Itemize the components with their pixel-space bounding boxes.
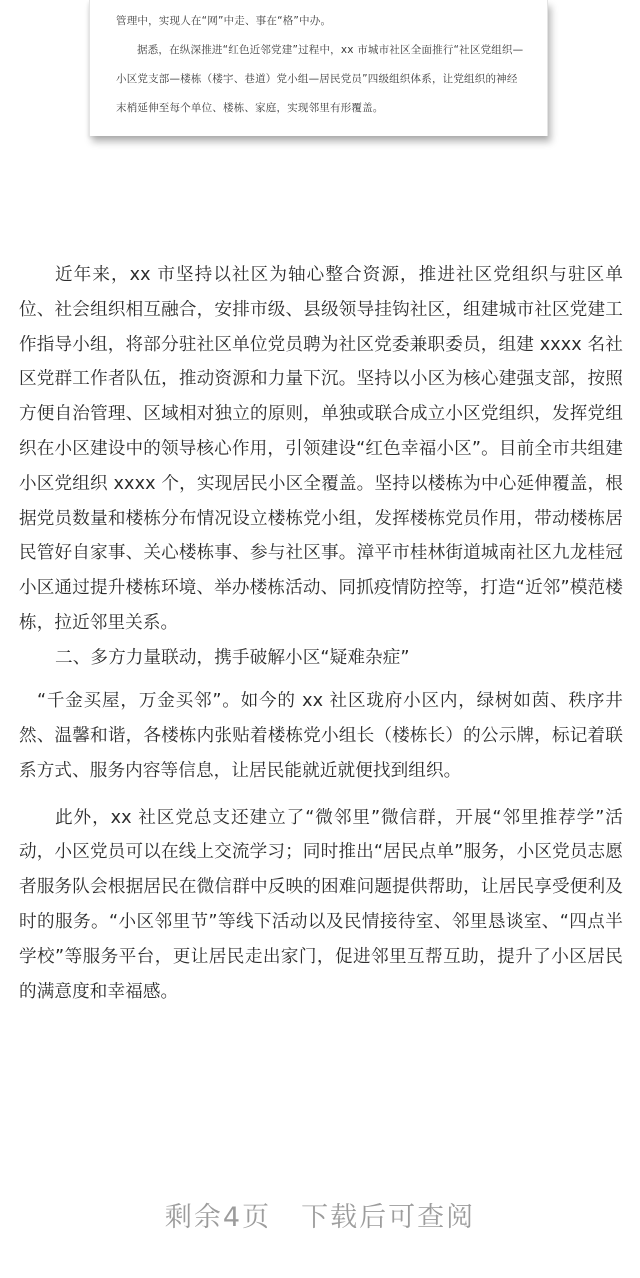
article-paragraph: 此外，xx 社区党总支还建立了“微邻里”微信群，开展“邻里推荐学”活动，小区党员可以在线上交流学习；同时推出“居民点单”服务，小区党员志愿者服务队会根据居民在微信群中反映的困难问题提供帮助，让居民享受便利及时的服务。“小区邻里节”等线下活动以及民情接待室、邻里恳谈室、“四点半学校”等服务平台，更让居民走出家门，促进邻里互帮互助，提升了小区居民的满意度和幸福感。 (19, 807, 623, 1002)
remaining-pages-banner[interactable] (0, 1195, 640, 1234)
article-paragraph: “千金买屋，万金买邻”。如今的 xx 社区珑府小区内，绿树如茵、秩序井然、温馨和谐，各楼栋内张贴着楼栋党小组长（楼栋长）的公示牌，标记着联系方式、服务内容等信息，让居民能就近就便找到组织。 (19, 691, 623, 781)
remaining-pages-label: 剩余4页 (164, 1202, 272, 1233)
document-preview-card (89, 0, 548, 136)
card-paragraph: 管理中，实现人在“网”中走、事在“格”中办。 (116, 15, 332, 27)
download-hint-label: 下载后可查阅 (301, 1202, 476, 1233)
article-body (19, 258, 623, 1009)
card-paragraph: 据悉，在纵深推进“红色近邻党建”过程中，xx 市城市社区全面推行“社区党组织—小区党支部—楼栋（楼宇、巷道）党小组—居民党员”四级组织体系，让党组织的神经末梢延伸至每个单位、楼栋、家庭，实现邻里有形覆盖。 (116, 44, 524, 114)
article-paragraph: 近年来，xx 市坚持以社区为轴心整合资源，推进社区党组织与驻区单位、社会组织相互融合，安排市级、县级领导挂钩社区，组建城市社区党建工作指导小组，将部分驻社区单位党员聘为社区党委兼职委员，组建 xxxx 名社区党群工作者队伍，推动资源和力量下沉。坚持以小区为核心建强支部，按照方便自治管理、区域相对独立的原则，单独或联合成立小区党组织，发挥党组织在小区建设中的领导核心作用，引领建设“红色幸福小区”。目前全市共组建小区党组织 xxxx 个，实现居民小区全覆盖。坚持以楼栋为中心延伸覆盖，根据党员数量和楼栋分布情况设立楼栋党小组，发挥楼栋党员作用，带动楼栋居民管好自家事、关心楼栋事、参与社区事。漳平市桂林街道城南社区九龙桂冠小区通过提升楼栋环境、举办楼栋活动、同抓疫情防控等，打造“近邻”模范楼栋，拉近邻里关系。 (19, 265, 623, 633)
section-heading: 二、多方力量联动，携手破解小区“疑难杂症” (55, 648, 410, 669)
